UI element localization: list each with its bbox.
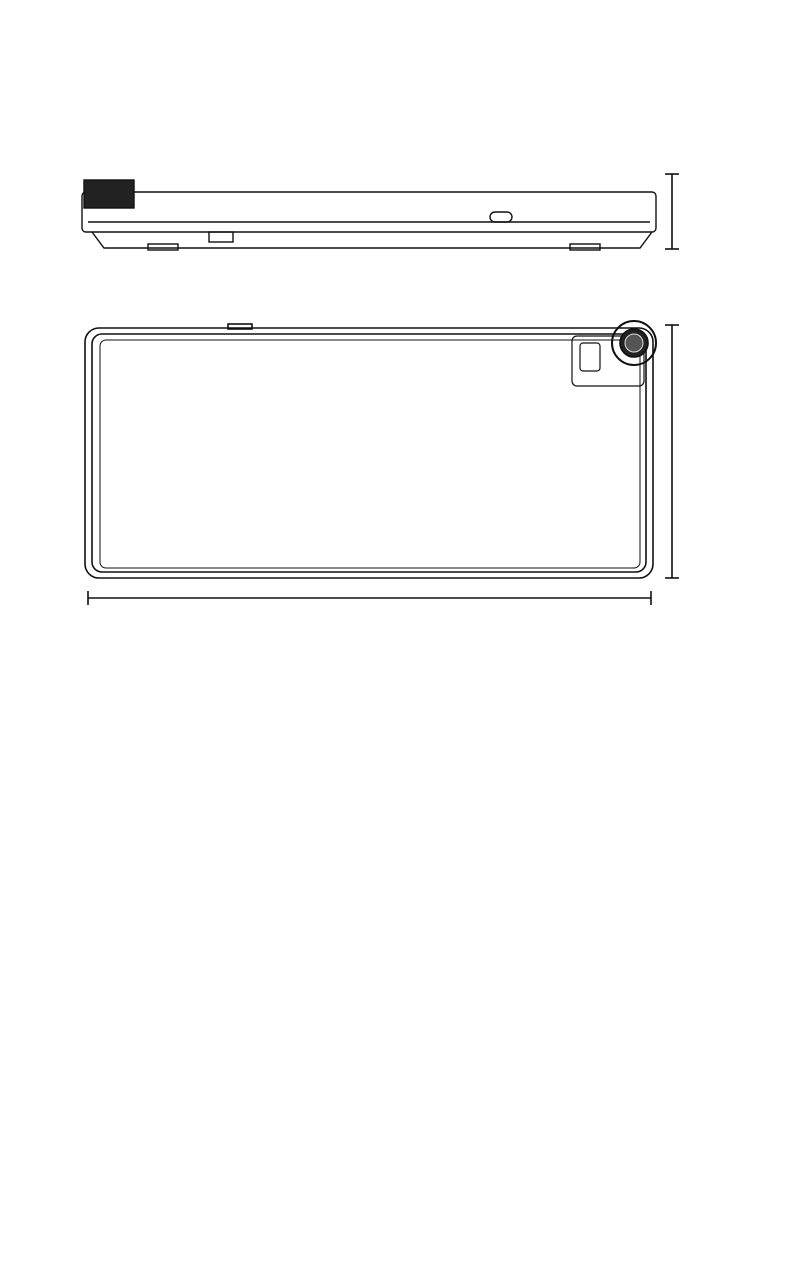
knob-side-icon — [84, 180, 134, 208]
dimension-lines — [88, 174, 679, 605]
keyboard-side-view — [82, 180, 656, 250]
usb-c-port-icon — [490, 212, 512, 222]
keyboard-top-view — [85, 321, 656, 578]
